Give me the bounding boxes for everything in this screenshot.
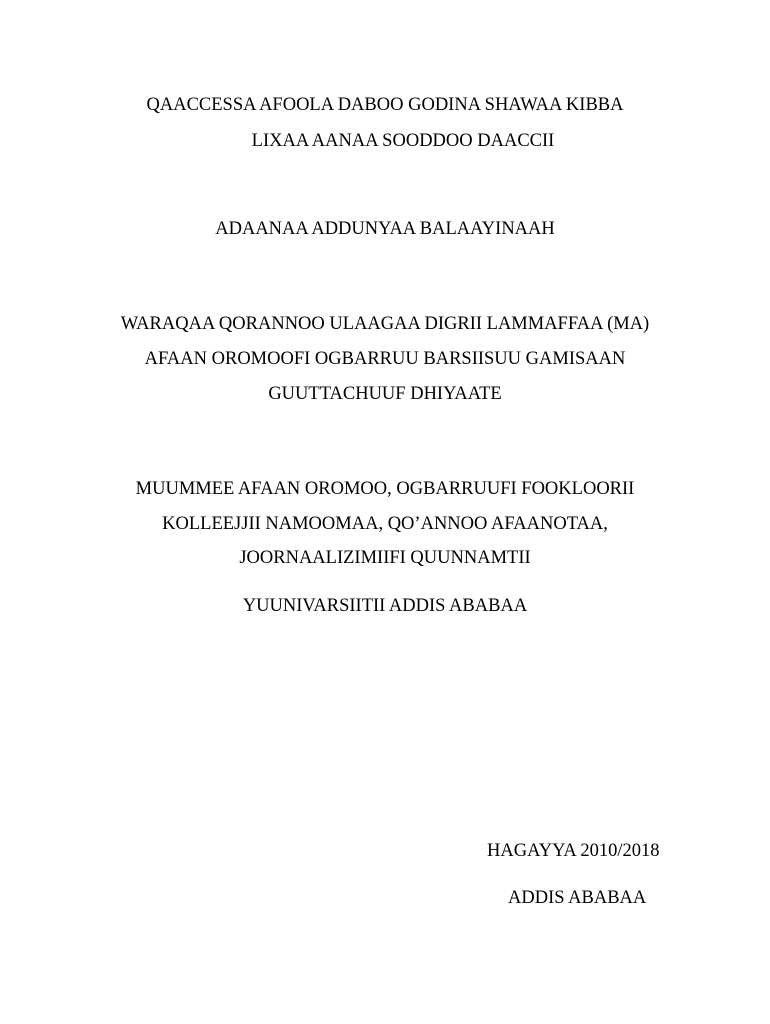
submission-line-3: GUUTTACHUUF DHIYAATE: [268, 384, 502, 404]
title-line-2: LIXAA AANAA SOODDOO DAACCII: [251, 131, 555, 151]
university-name: YUUNIVARSIITII ADDIS ABABAA: [242, 596, 528, 616]
title-line-1: QAACCESSA AFOOLA DABOO GODINA SHAWAA KIBBA: [146, 95, 624, 115]
department-line-2: KOLLEEJJII NAMOOMAA, QO’ANNOO AFAANOTAA,: [162, 514, 608, 534]
submission-line-2: AFAAN OROMOOFI OGBARRUU BARSIISUU GAMISAAN: [144, 349, 626, 369]
author-name: ADAANAA ADDUNYAA BALAAYINAAH: [215, 219, 555, 239]
department-line-1: MUUMMEE AFAAN OROMOO, OGBARRUUFI FOOKLOORII: [135, 479, 635, 499]
submission-line-1: WARAQAA QORANNOO ULAAGAA DIGRII LAMMAFFAA (MA): [120, 314, 650, 334]
department-line-3: JOORNAALIZIMIIFI QUUNNAMTII: [239, 548, 531, 568]
submission-date: HAGAYYA 2010/2018: [487, 841, 660, 861]
submission-place: ADDIS ABABAA: [508, 888, 647, 908]
